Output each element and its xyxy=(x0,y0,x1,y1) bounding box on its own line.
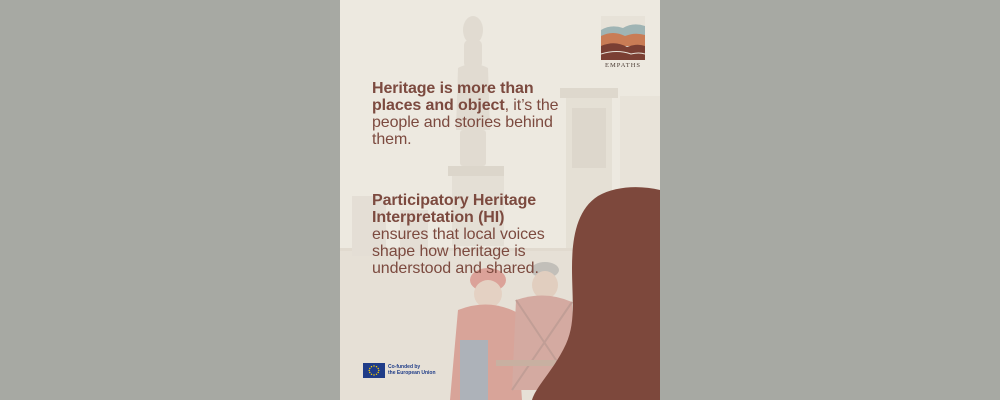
hi-statement xyxy=(372,192,572,277)
eu-cofunded-label xyxy=(388,364,458,376)
intro-rest-text: , it’s the people and stories behind them. xyxy=(372,97,559,148)
landscape-logo-icon xyxy=(601,16,645,60)
empaths-logo xyxy=(598,16,648,76)
intro-statement xyxy=(372,80,572,148)
eu-line-1: Co-funded by xyxy=(388,364,421,370)
eu-flag-icon xyxy=(363,363,385,378)
eu-line-2: the European Union xyxy=(388,370,436,376)
eu-cofunding-badge xyxy=(363,363,463,379)
brand-name: EMPATHS xyxy=(604,62,642,69)
intro-bold-text: Heritage is more than places and object xyxy=(372,80,534,114)
hi-bold-text: Participatory Heritage Interpretation (HI) xyxy=(372,192,537,226)
poster xyxy=(340,0,660,400)
hi-rest-text: ensures that local voices shape how heritage is understood and shared. xyxy=(372,226,545,277)
